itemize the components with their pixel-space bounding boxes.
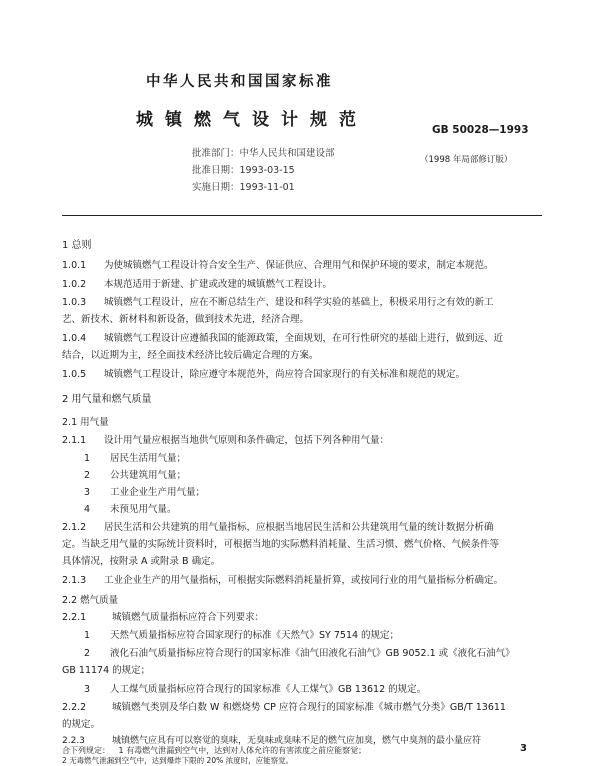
- header-divider: [62, 215, 542, 216]
- clause-number: 2.2.3: [62, 736, 85, 746]
- clause-text: 本规范适用于新建、扩建或改建的城镇燃气工程设计。: [104, 279, 333, 290]
- list-item: 4 未预见用气量。: [84, 504, 177, 515]
- clause-1-0-2: [62, 276, 332, 290]
- clause-1-0-5: [62, 366, 465, 380]
- page-number: 3: [520, 743, 527, 754]
- list-item: 3 人工煤气质量指标应符合现行的国家标准《人工煤气》GB 13612 的规定。: [84, 684, 427, 695]
- clause-2-2-3-cont: 合下列规定： 1 有毒燃气泄漏到空气中，达到对人体允许的有害浓度之前应能察觉；: [62, 746, 367, 755]
- clause-number: 1.0.5: [62, 369, 87, 380]
- clause-1-0-3: [62, 294, 494, 308]
- subsection-2-1-heading: 2.1 用气量: [62, 417, 109, 428]
- clause-1-0-4-cont: 结合，以近期为主，经全面技术经济比较后确定合理的方案。: [62, 350, 319, 361]
- clause-2-1-1: [62, 432, 389, 446]
- revision-note: （1998 年局部修订版）: [420, 155, 513, 165]
- section-1-heading: 1 总则: [62, 240, 92, 251]
- standard-title: 中华人民共和国国家标准: [146, 74, 333, 90]
- clause-number: 1.0.4: [62, 333, 87, 344]
- clause-text: 工业企业生产的用气量指标，可根据实际燃料消耗量折算，或按同行业的用气量指标分析确定。: [104, 575, 504, 586]
- clause-number: 2.2.2: [62, 702, 87, 713]
- list-item: 3 工业企业生产用气量；: [84, 487, 206, 498]
- list-item-cont: GB 11174 的规定；: [62, 665, 151, 676]
- approval-date: 批准日期：1993-03-15: [192, 165, 295, 176]
- list-item: 1 天然气质量指标应符合国家现行的标准《天然气》SY 7514 的规定；: [84, 630, 400, 641]
- clause-2-1-2-cont: 定。当缺乏用气量的实际统计资料时，可根据当地的实际燃料消耗量、生活习惯、燃气价格、气候条件等: [62, 539, 500, 550]
- code-title: 城镇燃气设计规范: [136, 110, 368, 130]
- clause-2-1-3: [62, 572, 503, 586]
- clause-text: 城镇燃气工程设计，应在不断总结生产、建设和科学实验的基础上，积极采用行之有效的新工: [104, 297, 494, 308]
- clause-2-2-2-cont: 的规定。: [62, 719, 101, 730]
- clause-1-0-4: [62, 330, 503, 344]
- clause-1-0-3-cont: 艺、新技术、新材料和新设备，做到技术先进，经济合理。: [62, 314, 310, 325]
- clause-2-1-2: [62, 519, 494, 533]
- gb-number: GB 50028—1993: [432, 124, 529, 136]
- section-2-heading: 2 用气量和燃气质量: [62, 394, 152, 405]
- clause-2-2-2: [62, 699, 506, 713]
- list-item: 2 无毒燃气泄漏到空气中，达到爆炸下限的 20% 浓度时，应能察觉。: [62, 756, 294, 765]
- clause-text: 城镇燃气质量指标应符合下列要求：: [112, 612, 265, 623]
- list-item: 2 公共建筑用气量；: [84, 470, 187, 481]
- clause-number: 2.1.3: [62, 575, 87, 586]
- clause-text: 设计用气量应根据当地供气原则和条件确定，包括下列各种用气量：: [104, 435, 390, 446]
- clause-text: 居民生活和公共建筑的用气量指标，应根据当地居民生活和公共建筑用气量的统计数据分析确: [104, 522, 494, 533]
- effective-date: 实施日期：1993-11-01: [192, 182, 295, 193]
- clause-number: 1.0.2: [62, 279, 87, 290]
- clause-text: 为使城镇燃气工程设计符合安全生产、保证供应、合理用气和保护环境的要求，制定本规范。: [104, 260, 494, 271]
- clause-number: 1.0.3: [62, 297, 87, 308]
- clause-number: 2.1.2: [62, 522, 87, 533]
- clause-number: 2.2.1: [62, 612, 87, 623]
- clause-number: 2.1.1: [62, 435, 87, 446]
- list-item: 2 液化石油气质量指标应符合现行的国家标准《油气田液化石油气》GB 9052.1 或《液化石油气》: [84, 648, 515, 659]
- clause-1-0-1: [62, 257, 494, 271]
- list-item: 1 居民生活用气量；: [84, 453, 187, 464]
- clause-text: 城镇燃气工程设计应遵循我国的能源政策，全面规划，在可行性研究的基础上进行，做到远、近: [104, 333, 504, 344]
- clause-text: 城镇燃气工程设计，除应遵守本规范外，尚应符合国家现行的有关标准和规范的规定。: [104, 369, 466, 380]
- approval-dept: 批准部门：中华人民共和国建设部: [192, 148, 335, 159]
- subsection-2-2-heading: 2.2 燃气质量: [62, 595, 119, 606]
- clause-text: 城镇燃气应具有可以察觉的臭味，无臭味或臭味不足的燃气应加臭，燃气中臭剂的最小量应符: [112, 736, 482, 746]
- clause-2-1-2-cont: 具体情况，按附录 A 或附录 B 确定。: [62, 556, 221, 567]
- clause-text: 城镇燃气类别及华白数 W 和燃烧势 CP 应符合现行的国家标准《城市燃气分类》GB/T 13611: [112, 702, 506, 713]
- clause-number: 1.0.1: [62, 260, 87, 271]
- clause-2-2-1: [62, 609, 264, 623]
